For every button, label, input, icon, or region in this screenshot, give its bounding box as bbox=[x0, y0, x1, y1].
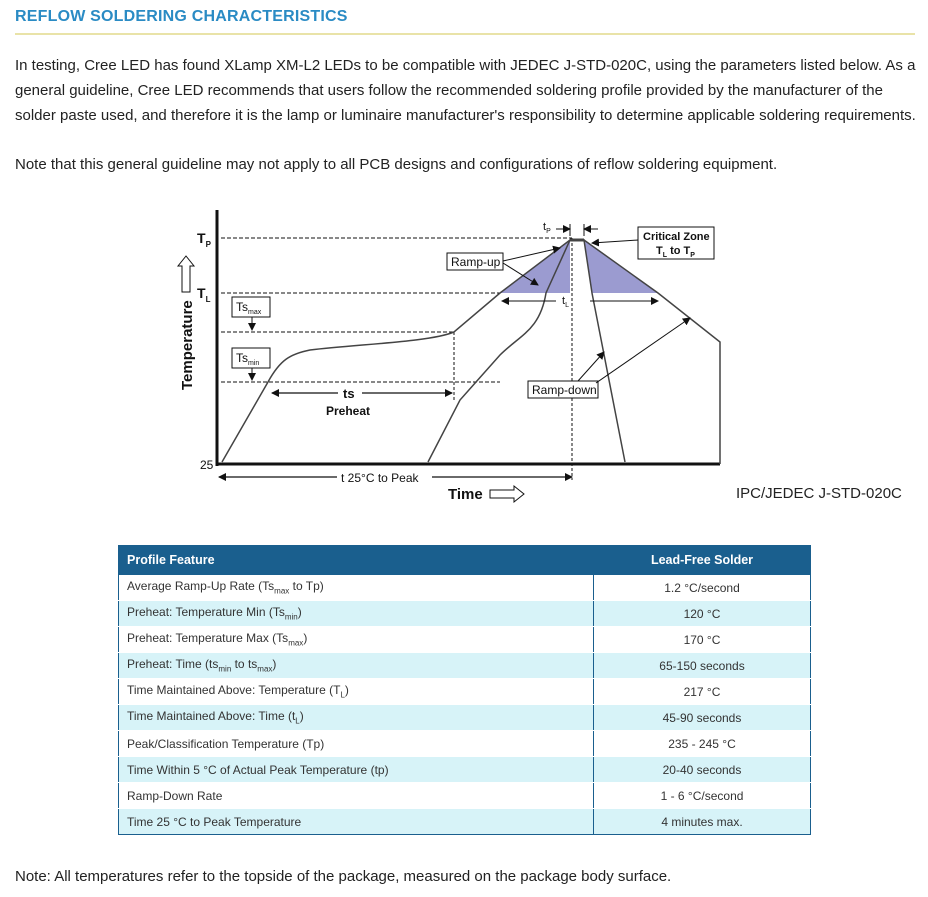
feature-text: to ts bbox=[231, 657, 258, 672]
x-axis-label: Time bbox=[448, 486, 483, 503]
feature-cell bbox=[119, 731, 594, 757]
tl-time-label: $t_L$ bbox=[562, 295, 569, 309]
preheat-label: Preheat bbox=[326, 404, 371, 418]
feature-cell bbox=[119, 575, 594, 601]
feature-text: ) bbox=[297, 605, 302, 620]
subscript: L bbox=[295, 716, 300, 726]
ramp-down-label: Ramp-down bbox=[532, 383, 597, 397]
feature-cell bbox=[119, 627, 594, 653]
ramp-up-label: Ramp-up bbox=[451, 255, 501, 269]
subscript: min bbox=[218, 664, 232, 674]
table-row bbox=[119, 679, 811, 705]
value-cell: 1 - 6 °C/second bbox=[594, 783, 811, 809]
feature-text: Preheat: Temperature Min (Ts bbox=[127, 605, 285, 620]
t25-peak-label: t 25°C to Peak bbox=[341, 471, 419, 485]
feature-text: ) bbox=[299, 709, 304, 724]
critical-zone-line1: Critical Zone bbox=[643, 231, 710, 243]
tsmax-label: $Ts_{max}$ bbox=[236, 300, 262, 316]
reflow-spec-table bbox=[118, 545, 811, 835]
feature-text: Peak/Classification Temperature (Tp) bbox=[127, 736, 325, 751]
feature-text: ) bbox=[303, 631, 308, 646]
table-row bbox=[119, 653, 811, 679]
value-cell: 65-150 seconds bbox=[594, 653, 811, 679]
table-row bbox=[119, 575, 811, 601]
title-divider bbox=[15, 33, 915, 35]
reflow-profile-diagram bbox=[175, 210, 735, 510]
intro-paragraph: In testing, Cree LED has found XLamp XM-L2 LEDs to be compatible with JEDEC J-STD-020C, using the parameters listed below. As a general guideline, Cree LED recommends that users follow the recommended soldering profile provided by the manufacturer of the solder paste used, and therefore it is the lamp or luminaire manufacturer's responsibility to determine applicable soldering requirements. bbox=[15, 57, 916, 124]
table-row bbox=[119, 627, 811, 653]
reflow-profile-curve bbox=[222, 240, 720, 464]
table-body bbox=[119, 575, 811, 835]
feature-text: Preheat: Temperature Max (Ts bbox=[127, 631, 289, 646]
up-arrow-icon bbox=[178, 256, 194, 292]
feature-text: Time Within 5 °C of Actual Peak Temperature (tp) bbox=[127, 762, 389, 777]
tsmin-label: $Ts_{min}$ bbox=[236, 351, 260, 367]
subscript: max bbox=[288, 638, 304, 648]
section-title: REFLOW SOLDERING CHARACTERISTICS bbox=[15, 8, 348, 25]
temperature-note: Note: All temperatures refer to the topside of the package, measured on the package body surface. bbox=[15, 868, 672, 885]
feature-text: Preheat: Time (ts bbox=[127, 657, 219, 672]
feature-text: ) bbox=[344, 683, 349, 698]
value-cell: 120 °C bbox=[594, 601, 811, 627]
header-lead-free-solder: Lead-Free Solder bbox=[594, 546, 811, 575]
tp-time-label: $t_P$ bbox=[543, 221, 551, 235]
standard-label: IPC/JEDEC J-STD-020C bbox=[736, 485, 902, 502]
feature-cell bbox=[119, 783, 594, 809]
value-cell: 4 minutes max. bbox=[594, 809, 811, 835]
table-row bbox=[119, 809, 811, 835]
ts-label: ts bbox=[343, 386, 355, 401]
feature-text: Time Maintained Above: Temperature (T bbox=[127, 683, 341, 698]
feature-text: to Tp) bbox=[289, 579, 324, 594]
feature-cell bbox=[119, 601, 594, 627]
feature-cell bbox=[119, 653, 594, 679]
header-profile-feature: Profile Feature bbox=[119, 546, 594, 575]
feature-text: ) bbox=[272, 657, 277, 672]
value-cell: 45-90 seconds bbox=[594, 705, 811, 731]
critical-zone-line2: $T_L$ to $T_P$ bbox=[656, 245, 695, 259]
right-arrow-icon bbox=[490, 486, 524, 502]
table-row bbox=[119, 757, 811, 783]
subscript: max bbox=[274, 586, 290, 596]
value-cell: 217 °C bbox=[594, 679, 811, 705]
feature-cell bbox=[119, 679, 594, 705]
feature-text: Time 25 °C to Peak Temperature bbox=[127, 814, 302, 829]
value-cell: 1.2 °C/second bbox=[594, 575, 811, 601]
tl-label: $T_L$ bbox=[197, 285, 211, 304]
guideline-note: Note that this general guideline may not apply to all PCB designs and configurations of reflow soldering equipment. bbox=[15, 156, 778, 173]
table-row bbox=[119, 601, 811, 627]
subscript: L bbox=[340, 690, 345, 700]
feature-text: Ramp-Down Rate bbox=[127, 788, 223, 803]
table-row bbox=[119, 705, 811, 731]
value-cell: 235 - 245 °C bbox=[594, 731, 811, 757]
feature-text: Average Ramp-Up Rate (Ts bbox=[127, 579, 275, 594]
feature-cell bbox=[119, 705, 594, 731]
feature-cell bbox=[119, 757, 594, 783]
table-row bbox=[119, 783, 811, 809]
y-axis-label: Temperature bbox=[179, 300, 196, 390]
feature-text: Time Maintained Above: Time (t bbox=[127, 709, 296, 724]
value-cell: 20-40 seconds bbox=[594, 757, 811, 783]
value-cell: 170 °C bbox=[594, 627, 811, 653]
subscript: min bbox=[284, 612, 298, 622]
table-header-row bbox=[119, 546, 811, 575]
table-row bbox=[119, 731, 811, 757]
tp-label: $T_P$ bbox=[197, 230, 211, 249]
y-origin-label: 25 bbox=[200, 458, 214, 472]
subscript: max bbox=[257, 664, 273, 674]
feature-cell bbox=[119, 809, 594, 835]
